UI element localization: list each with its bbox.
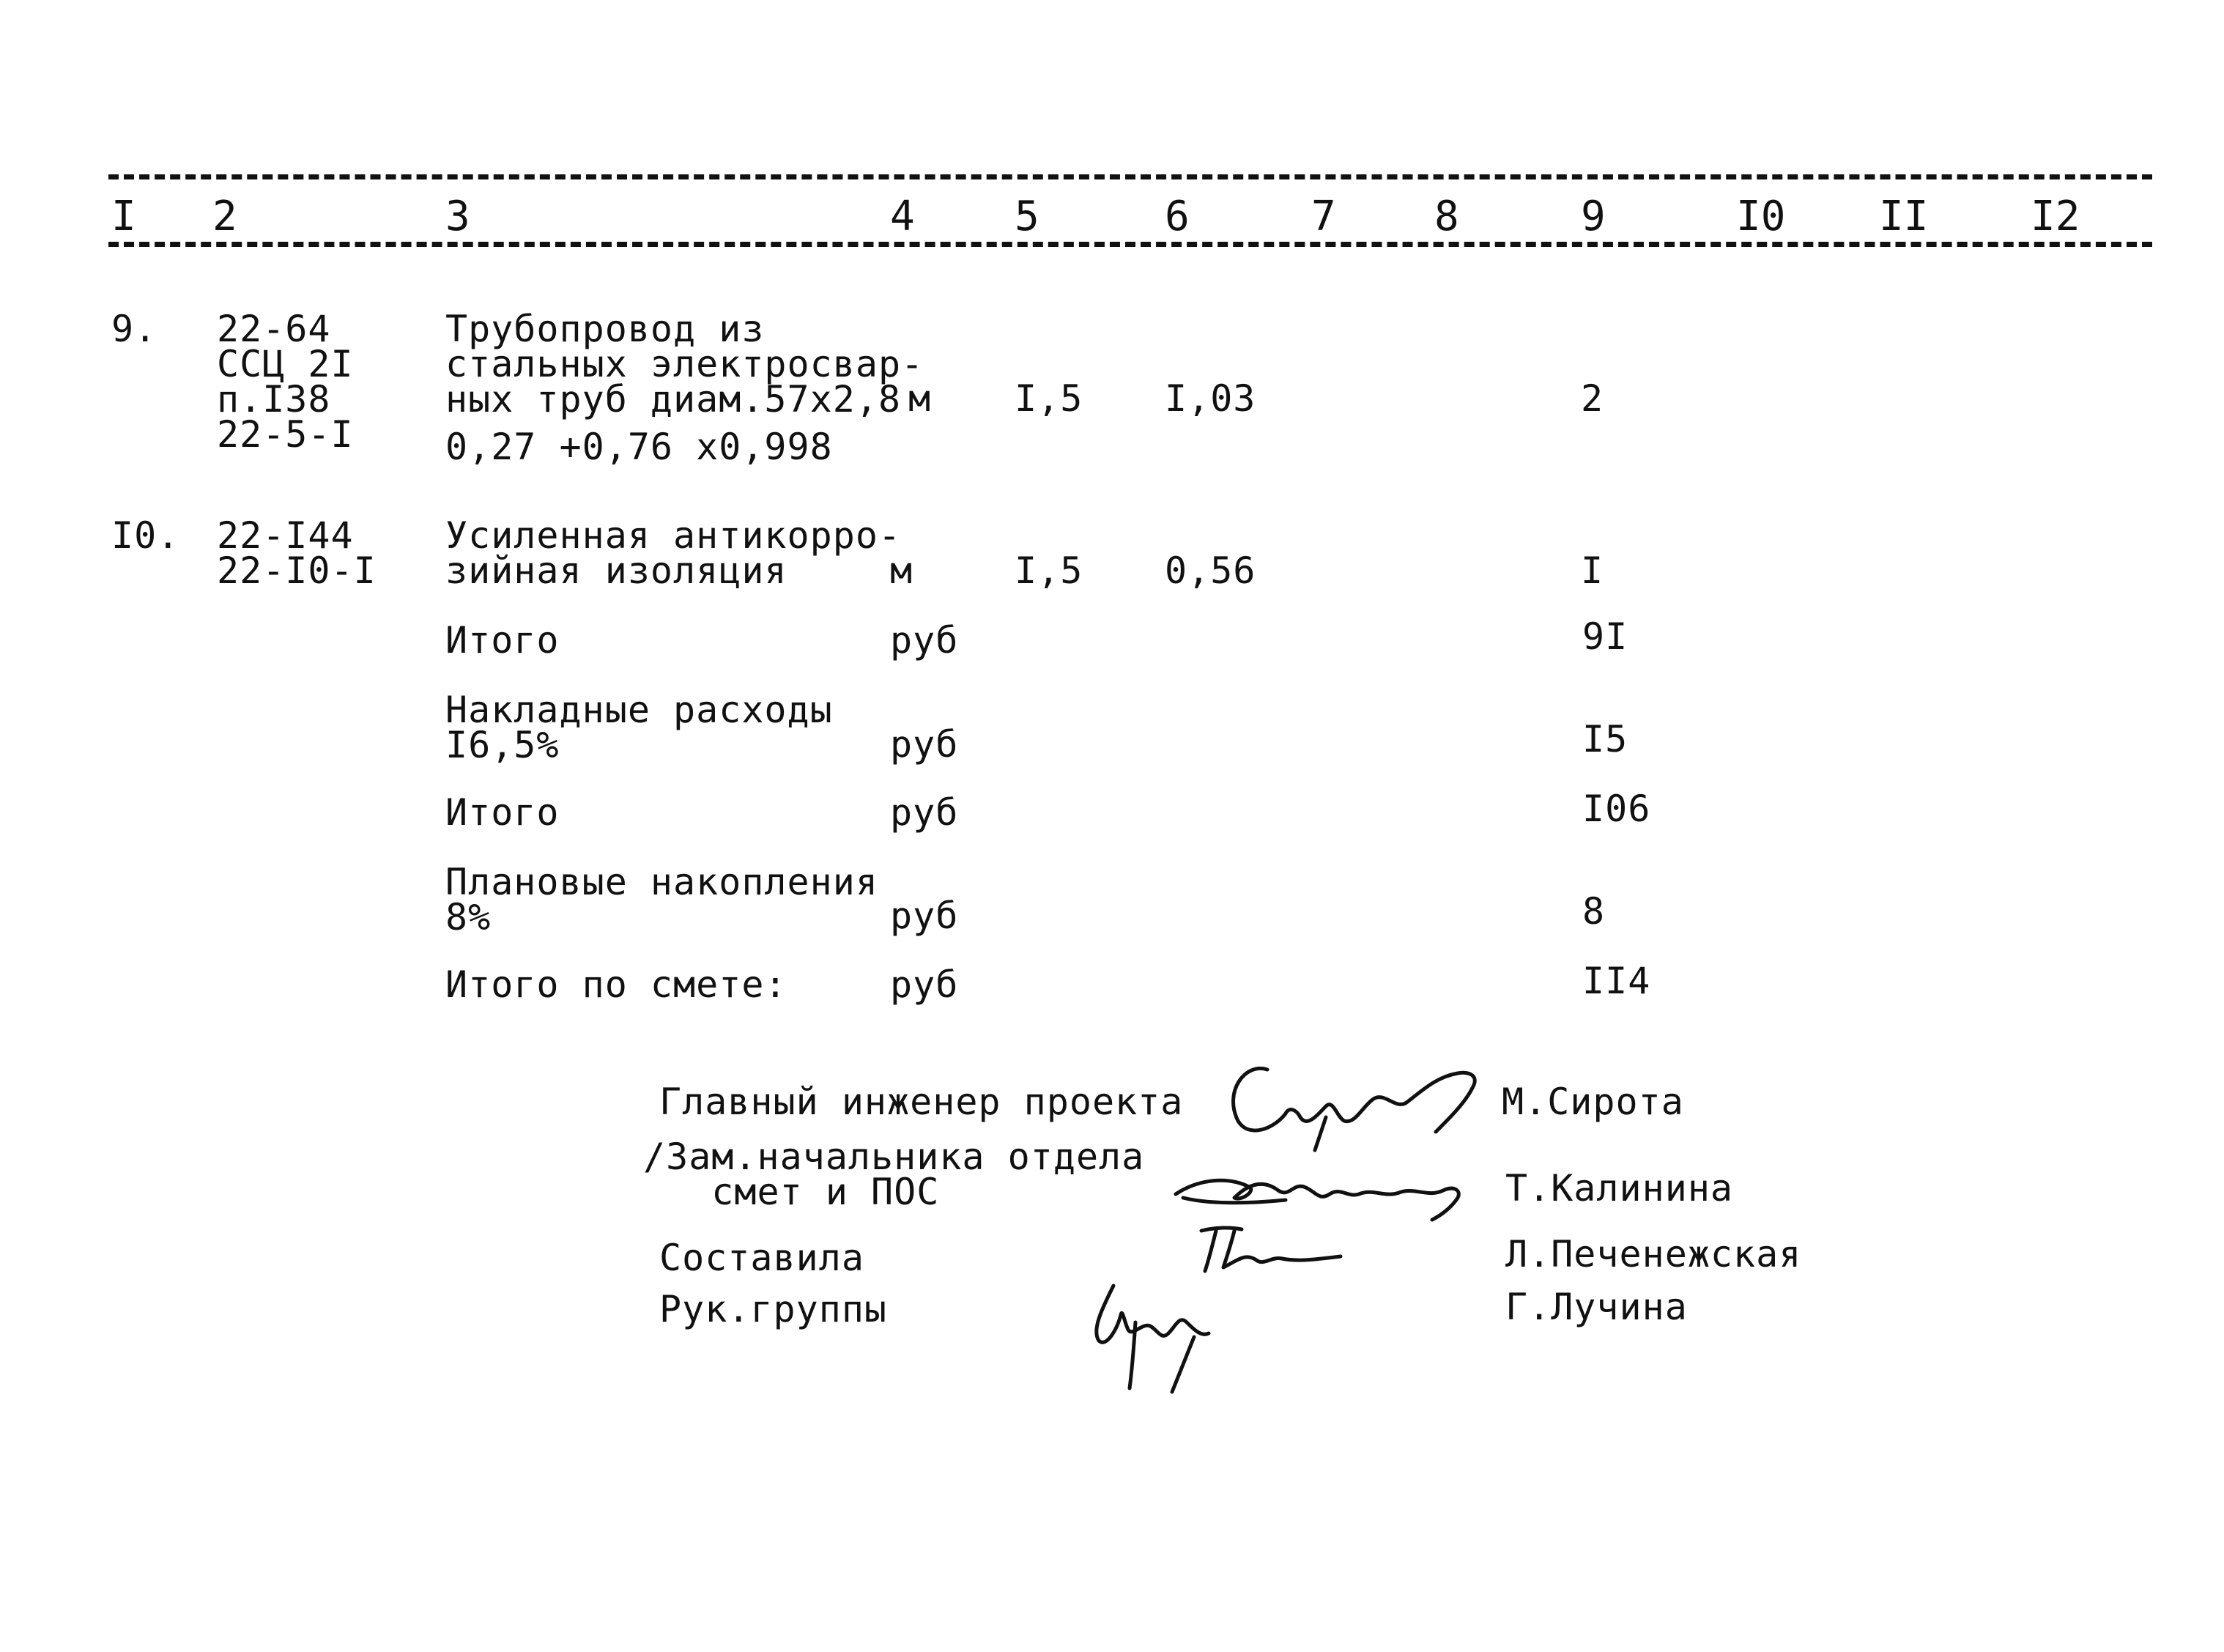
column-number: I2 (2031, 193, 2080, 240)
row-price: I,03 (1165, 377, 1256, 420)
total-value: 8 (1582, 890, 1606, 933)
row-cost: 2 (1581, 377, 1604, 420)
row-code: 22-I44 22-I0-I (217, 514, 377, 592)
signatory-role: Составила (659, 1237, 864, 1279)
total-label: Накладные расходы I6,5% (445, 689, 833, 766)
column-number: 5 (1015, 193, 1039, 240)
row-name: Усиленная антикорро- зийная изоляция (445, 514, 902, 592)
grand-total-label: Итого по смете: (445, 963, 787, 1006)
signatory-name: Г.Лучина (1505, 1286, 1688, 1328)
column-number: 7 (1311, 193, 1336, 240)
row-number: 9. (111, 308, 157, 350)
row-name: Трубопровод из стальных электросвар- ных труб диам.57х2,8 (445, 308, 924, 421)
signature-luchina (1077, 1271, 1223, 1396)
column-number: 4 (890, 193, 915, 240)
column-number: 2 (212, 193, 237, 240)
signatory-name: Т.Калинина (1505, 1167, 1734, 1210)
signature-kalinina (1168, 1157, 1476, 1223)
row-quantity: I,5 (1015, 377, 1083, 420)
column-number: 6 (1165, 193, 1190, 240)
signatory-role: /Зам.начальника отдела смет и ПОС (643, 1136, 1145, 1213)
total-unit: руб (890, 894, 959, 937)
total-label: Итого (445, 791, 560, 834)
total-value: I5 (1582, 718, 1628, 760)
column-number: 3 (445, 193, 470, 240)
row-number: I0. (111, 514, 180, 557)
column-number: I0 (1736, 193, 1786, 240)
signatory-role: Рук.группы (659, 1288, 888, 1330)
grand-total-value: II4 (1582, 960, 1651, 1002)
column-number: 8 (1434, 193, 1459, 240)
header-bottom-rule (108, 242, 2152, 247)
total-label: Плановые накопления 8% (445, 861, 878, 938)
signature-sirota (1216, 1048, 1494, 1157)
row-code: 22-64 ССЦ 2I п.I38 22-5-I (217, 308, 354, 456)
signatory-name: М.Сирота (1502, 1081, 1684, 1123)
signatory-role: Главный инженер проекта (659, 1081, 1184, 1123)
total-unit: руб (890, 791, 959, 834)
column-number: I (111, 193, 136, 240)
column-number: II (1879, 193, 1929, 240)
total-value: 9I (1582, 615, 1628, 658)
header-top-rule (108, 174, 2152, 179)
total-label: Итого (445, 619, 560, 662)
total-unit: руб (890, 723, 959, 766)
total-value: I06 (1582, 788, 1651, 830)
signatory-name: Л.Печенежская (1505, 1233, 1802, 1275)
row-cost: I (1581, 549, 1604, 592)
column-number: 9 (1581, 193, 1606, 240)
total-unit: руб (890, 963, 959, 1006)
row-unit: м (908, 377, 932, 420)
total-unit: руб (890, 619, 959, 662)
row-formula: 0,27 +0,76 х0,998 (445, 426, 833, 468)
row-quantity: I,5 (1015, 549, 1083, 592)
row-price: 0,56 (1165, 549, 1256, 592)
row-unit: м (890, 549, 913, 592)
